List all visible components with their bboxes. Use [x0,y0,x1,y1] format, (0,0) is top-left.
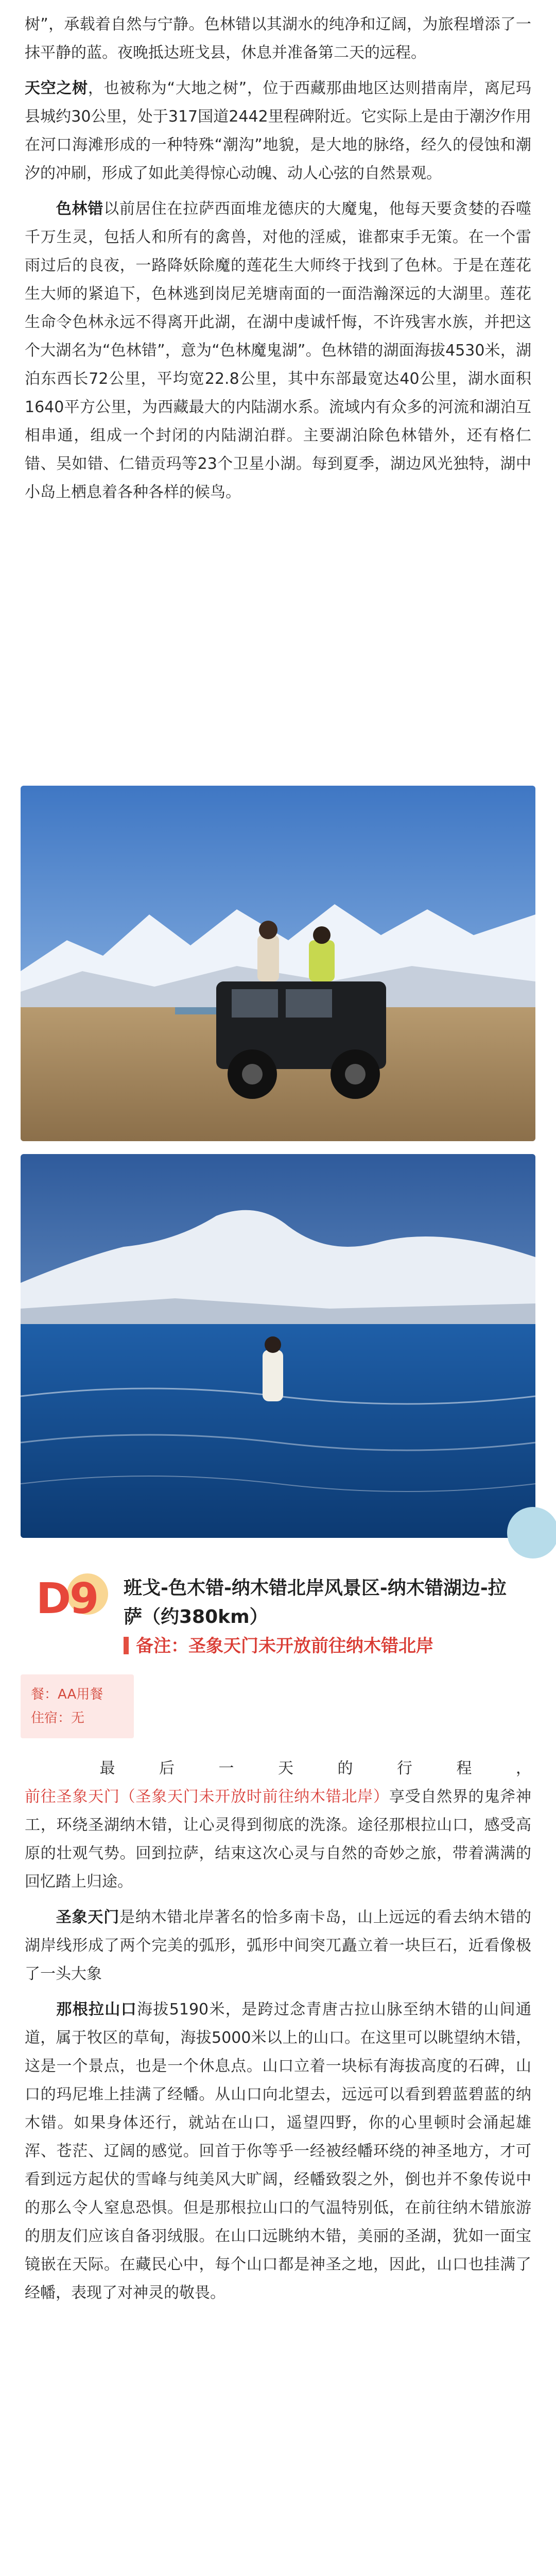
route-title: 班戈-色木错-纳木错北岸风景区-纳木错湖边-拉萨（约380km） [124,1578,507,1628]
elephant-gate-paragraph [0,1903,556,1988]
lake-mountain-photo [21,1154,535,1538]
day9-intro-tail: 享受自然界的鬼斧神工，环绕圣湖纳木错，让心灵得到彻底的洗涤。途径那根拉山口，感受高原的壮观气势。回到拉萨，结束这次心灵与自然的奇妙之旅，带着满满的回忆踏上归途。 [25,1788,532,1891]
lake-mountain-image [21,1154,535,1538]
elephant-gate-title: 圣象天门 [56,1908,119,1926]
intro-lead-paragraph: 树”，承载着自然与宁静。色林错以其湖水的纯净和辽阔，为旅程增添了一抹平静的蓝。夜晚抵达班戈县，休息并准备第二天的远程。 [25,15,531,62]
note-bar [124,1637,129,1654]
selin-lake-text: 以前居住在拉萨西面堆龙德庆的大魔鬼，他每天要贪婪的吞噬千万生灵，包括人和所有的禽兽，对他的淫威，谁都束手无策。在一个雷雨过后的良夜，一路降妖除魔的莲花生大师终于找到了色林。于是在莲花生大师的紧追下，色林逃到岗尼羌塘南面的一面浩瀚深远的大湖里。莲花生命令色林永远不得离开此湖，在湖中虔诚忏悔，不许残害水族，并把这个大湖名为“色林错”，意为“色林魔鬼湖”。色林错的湖面海拔4530米，湖泊东西长72公里，平均宽22.8公里，其中东部最宽达40公里，湖水面积1640平方公里，为西藏最大的内陆湖水系。流域内有众多的河流和湖泊互相串通，组成一个封闭的内陆湖泊群。主要湖泊除色林错外，还有格仁错、吴如错、仁错贡玛等23个卫星小湖。每到夏季，湖边风光独特，湖中小岛上栖息着各种各样的候鸟。 [25,200,532,501]
sky-tree-paragraph [0,74,556,188]
sky-tree-title: 天空之树 [25,79,88,97]
route-note-text: 备注：圣象天门未开放前往纳木错北岸 [136,1636,433,1656]
jeep-photo [21,786,535,1141]
nagenla-pass-text: 海拔5190米，是跨过念青唐古拉山脉至纳木错的山间通道，属于牧区的草甸，海拔5000米以上的山口。在这里可以眺望纳木错，这是一个景点，也是一个休息点。山口立着一块标有海拔高度的石碑，山口的玛尼堆上挂满了经幡。从山口向北望去，远远可以看到碧蓝碧蓝的纳木错。如果身体还行，就站在山口，遥望四野，你的心里顿时会涌起雄浑、苍茫、辽阔的感觉。回首于你等乎一经被经幡环绕的神圣地方，才可看到远方起伏的雪峰与纯美风大旷阔，经幡致裂之外，倒也并不象传说中的那么令人窒息恐惧。但是那根拉山口的气温特别低，在前往纳木错旅游的朋友们应该自备羽绒服。在山口远眺纳木错，美丽的圣湖，犹如一面宝镜嵌在天际。在藏民心中，每个山口都是神圣之地，因此，山口也挂满了经幡，表现了对神灵的敬畏。 [25,2001,531,2302]
day9-intro-lead: 最后一天的行程， [56,1759,531,1777]
selin-lake-title: 色林错 [56,200,104,218]
meal-hotel-box [21,1674,134,1738]
day9-header [21,1553,535,1682]
deco-circle [507,1507,556,1558]
day-number: D9 [36,1574,98,1623]
day-badge [31,1571,108,1633]
hotel-info: 住宿：无 [31,1710,85,1726]
elephant-gate-text: 是纳木错北岸著名的恰多南卡岛，山上远远的看去纳木错的湖岸线形成了两个完美的弧形，弧形中间突兀矗立着一块巨石，近看像极了一头大象 [25,1908,531,1983]
nagenla-pass-title: 那根拉山口 [56,2001,137,2019]
day9-content [0,1754,556,2314]
nagenla-pass-paragraph [0,1995,556,2307]
jeep-photo-image [21,786,535,1141]
sky-tree-text: ，也被称为“大地之树”，位于西藏那曲地区达则措南岸，离尼玛县城约30公里，处于317国道2442里程碑附近。它实际上是由于潮汐作用在河口海滩形成的一种特殊“潮沟”地貌，是大地的脉络，经久的侵蚀和潮汐的冲刷，形成了如此美得惊心动魄、动人心弦的自然景观。 [25,79,532,182]
intro-section [0,10,556,514]
selin-lake-paragraph [0,195,556,506]
day9-intro-highlight: 前往圣象天门（圣象天门未开放时前往纳木错北岸） [25,1788,389,1806]
day9-intro-paragraph [0,1754,556,1896]
meal-info: 餐：AA用餐 [31,1687,103,1702]
route-note [124,1632,433,1657]
